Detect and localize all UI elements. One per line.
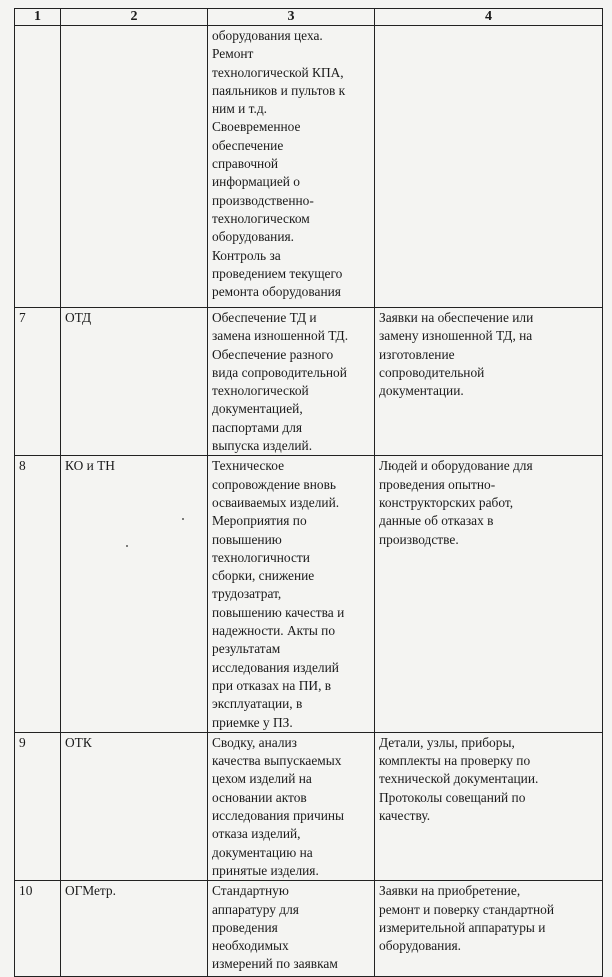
duties-cell [208, 308, 375, 456]
department-name: КО и ТН [61, 456, 208, 732]
inputs-text: Заявки на обеспечение или замену изношенной ТД, на изготовление сопроводительной документации. [379, 310, 534, 399]
table-row [15, 26, 603, 308]
department-name [61, 26, 208, 308]
inputs-text: Людей и оборудование для проведения опытно- конструкторских работ, данные об отказах в производстве. [379, 458, 533, 547]
scan-speck [126, 545, 128, 547]
inputs-cell [375, 881, 603, 977]
scan-speck [182, 518, 184, 520]
duties-cell [208, 881, 375, 977]
row-number: 8 [15, 456, 61, 732]
header-col-2: 2 [61, 9, 208, 26]
header-col-1: 1 [15, 9, 61, 26]
duties-text: Обеспечение ТД и замена изношенной ТД. Обеспечение разного вида сопроводительной технологической документацией, паспортами для выпуска изделий. [212, 310, 349, 454]
duties-text: Сводку, анализ качества выпускаемых цехом изделий на основании актов исследования причины отказа изделий, документацию на принятые изделия. [212, 734, 345, 878]
duties-cell [208, 732, 375, 880]
header-col-3: 3 [208, 9, 375, 26]
row-number: 9 [15, 732, 61, 880]
inputs-cell [375, 456, 603, 732]
inputs-text: Заявки на приобретение, ремонт и поверку стандартной измерительной аппаратуры и оборудования. [379, 883, 555, 954]
row-number: 7 [15, 308, 61, 456]
department-name: ОТД [61, 308, 208, 456]
department-name: ОТК [61, 732, 208, 880]
table-header [15, 9, 603, 26]
row-number: 10 [15, 881, 61, 977]
inputs-cell [375, 308, 603, 456]
duties-cell [208, 26, 375, 308]
table-row [15, 456, 603, 732]
duties-text: Стандартную аппаратуру для проведения необходимых измерений по заявкам [212, 883, 338, 972]
duties-text: оборудования цеха. Ремонт технологической КПА, паяльников и пультов к ним и т.д. Своевременное обеспечение справочной информацией о производственно- технологическом оборудования. Контроль за проведением текущего ремонта оборудования [212, 28, 346, 300]
inputs-text: Детали, узлы, приборы, комплекты на проверку по технической документации. Протоколы совещаний по качеству. [379, 734, 539, 824]
inputs-cell [375, 26, 603, 308]
row-number [15, 26, 61, 308]
table-row [15, 881, 603, 977]
header-col-4: 4 [375, 9, 603, 26]
duties-text: Техническое сопровождение вновь осваиваемых изделий. Мероприятия по повышению технологичности сборки, снижение трудозатрат, повышению качества и надежности. Акты по результатам исследования изделий при отказах на ПИ, в эксплуатации, в приемке у ПЗ. [212, 458, 345, 730]
duties-cell [208, 456, 375, 732]
department-name: ОГМетр. [61, 881, 208, 977]
table-row [15, 308, 603, 456]
inputs-cell [375, 732, 603, 880]
department-table [14, 8, 603, 977]
table-row [15, 732, 603, 880]
